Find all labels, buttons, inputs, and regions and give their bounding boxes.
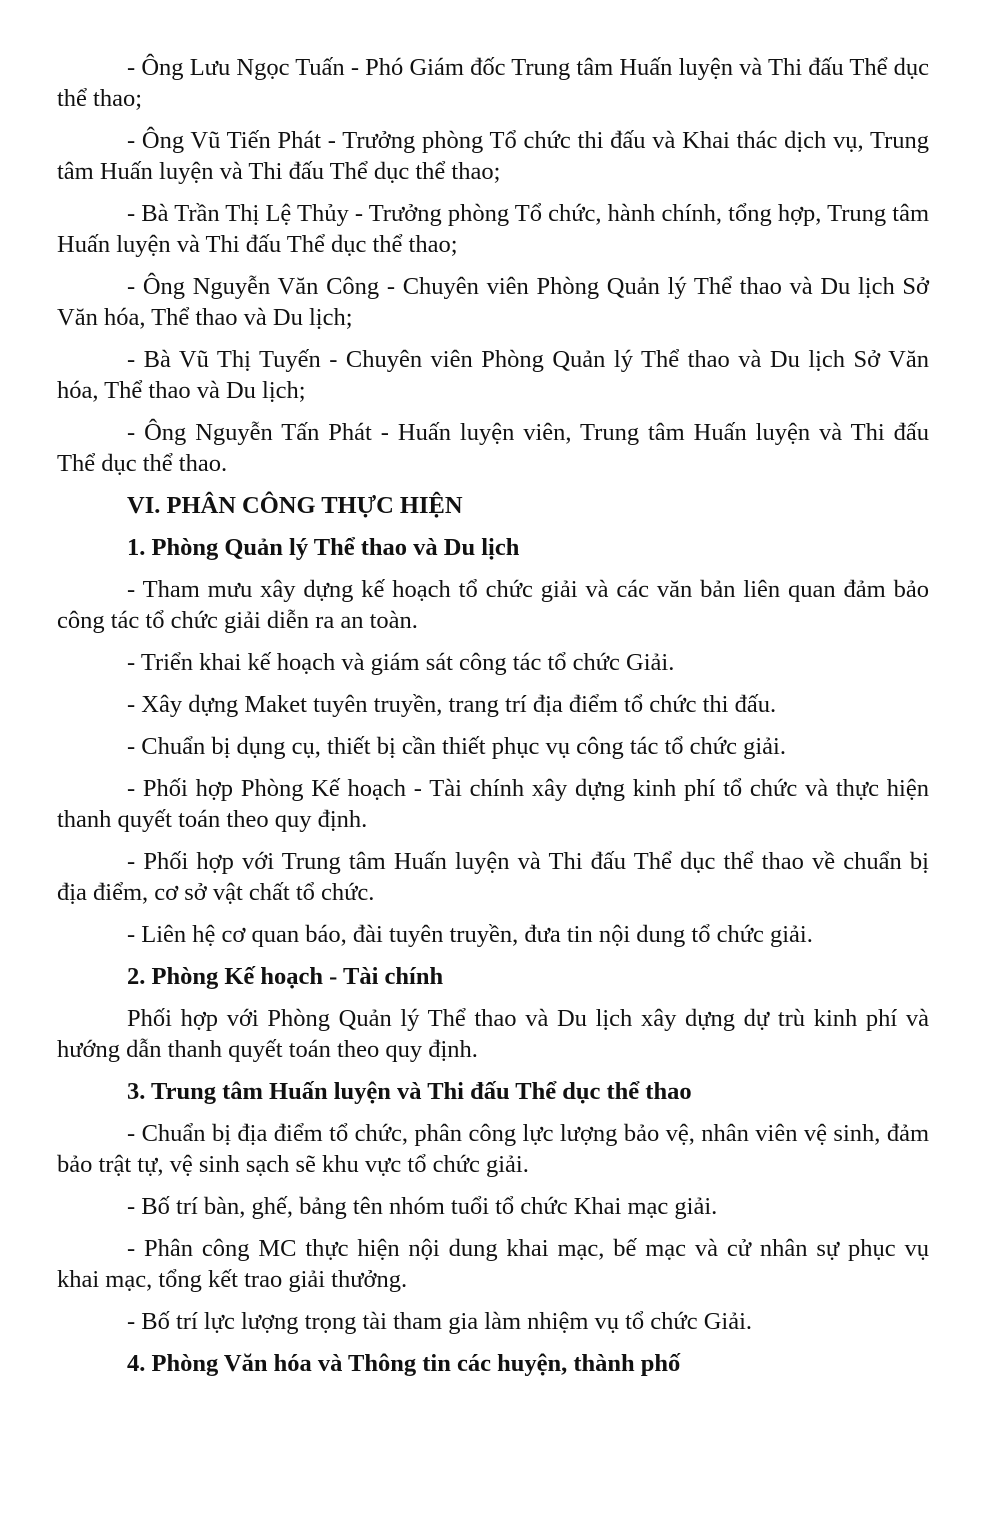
subsection-heading: 4. Phòng Văn hóa và Thông tin các huyện, thành phố — [127, 1350, 681, 1377]
task-item: - Tham mưu xây dựng kế hoạch tổ chức giải và các văn bản liên quan đảm bảo công tác tổ chức giải diễn ra an toàn. — [57, 576, 929, 634]
member-item: - Ông Lưu Ngọc Tuấn - Phó Giám đốc Trung tâm Huấn luyện và Thi đấu Thể dục thể thao; — [57, 54, 929, 112]
task-item: Phối hợp với Phòng Quản lý Thể thao và Du lịch xây dựng dự trù kinh phí và hướng dẫn thanh quyết toán theo quy định. — [57, 1005, 929, 1063]
subsection-heading: 1. Phòng Quản lý Thể thao và Du lịch — [127, 534, 520, 561]
document-page — [57, 52, 929, 1390]
member-item: - Bà Trần Thị Lệ Thủy - Trưởng phòng Tổ chức, hành chính, tổng hợp, Trung tâm Huấn luyện và Thi đấu Thể dục thể thao; — [57, 200, 929, 258]
task-item: - Phối hợp với Trung tâm Huấn luyện và Thi đấu Thể dục thể thao về chuẩn bị địa điểm, cơ sở vật chất tổ chức. — [57, 848, 929, 906]
member-item: - Ông Vũ Tiến Phát - Trưởng phòng Tổ chức thi đấu và Khai thác dịch vụ, Trung tâm Huấn luyện và Thi đấu Thể dục thể thao; — [57, 127, 929, 185]
section-heading: VI. PHÂN CÔNG THỰC HIỆN — [127, 492, 463, 519]
task-item: - Chuẩn bị dụng cụ, thiết bị cần thiết phục vụ công tác tổ chức giải. — [127, 733, 786, 760]
subsection-heading: 3. Trung tâm Huấn luyện và Thi đấu Thể dục thể thao — [127, 1078, 692, 1105]
task-item: - Triển khai kế hoạch và giám sát công tác tổ chức Giải. — [127, 649, 675, 676]
member-item: - Ông Nguyễn Tấn Phát - Huấn luyện viên, Trung tâm Huấn luyện và Thi đấu Thể dục thể thao. — [57, 419, 929, 477]
task-item: - Liên hệ cơ quan báo, đài tuyên truyền, đưa tin nội dung tổ chức giải. — [127, 921, 813, 948]
member-item: - Bà Vũ Thị Tuyến - Chuyên viên Phòng Quản lý Thể thao và Du lịch Sở Văn hóa, Thể thao và Du lịch; — [57, 346, 929, 404]
member-item: - Ông Nguyễn Văn Công - Chuyên viên Phòng Quản lý Thể thao và Du lịch Sở Văn hóa, Thể thao và Du lịch; — [57, 273, 929, 331]
task-item: - Chuẩn bị địa điểm tổ chức, phân công lực lượng bảo vệ, nhân viên vệ sinh, đảm bảo trật tự, vệ sinh sạch sẽ khu vực tổ chức giải. — [57, 1120, 929, 1178]
task-item: - Xây dựng Maket tuyên truyền, trang trí địa điểm tổ chức thi đấu. — [127, 691, 777, 718]
task-item: - Bố trí lực lượng trọng tài tham gia làm nhiệm vụ tổ chức Giải. — [127, 1308, 753, 1335]
task-item: - Phân công MC thực hiện nội dung khai mạc, bế mạc và cử nhân sự phục vụ khai mạc, tổng kết trao giải thưởng. — [57, 1235, 929, 1293]
subsection-heading: 2. Phòng Kế hoạch - Tài chính — [127, 963, 444, 990]
task-item: - Phối hợp Phòng Kế hoạch - Tài chính xây dựng kinh phí tổ chức và thực hiện thanh quyết toán theo quy định. — [57, 775, 929, 833]
task-item: - Bố trí bàn, ghế, bảng tên nhóm tuổi tổ chức Khai mạc giải. — [127, 1193, 718, 1220]
